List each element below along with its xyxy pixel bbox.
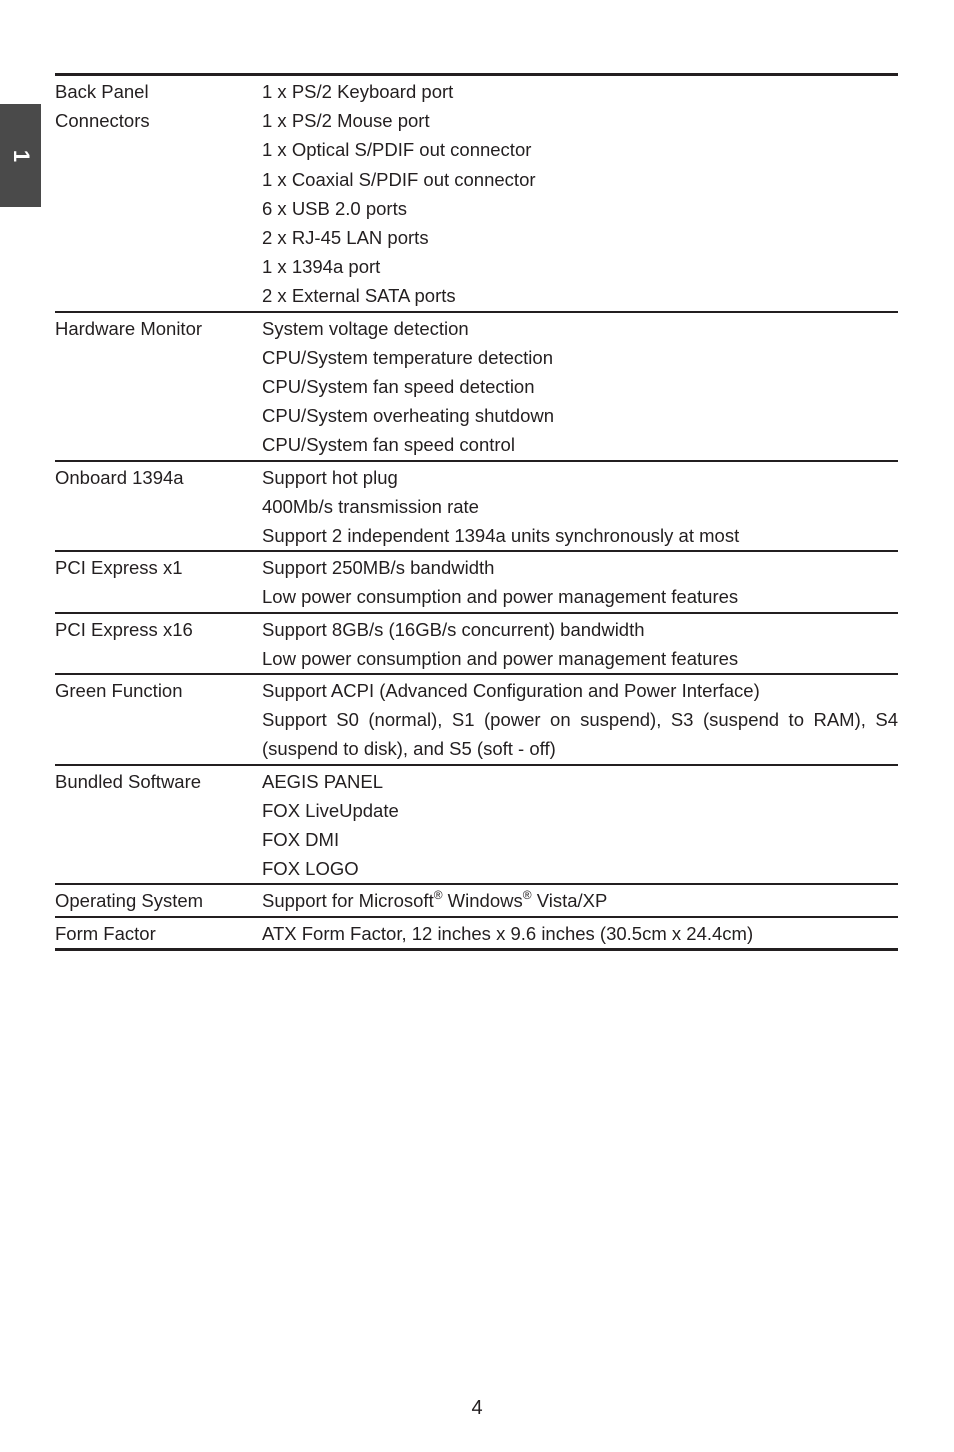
spec-row bbox=[55, 612, 898, 673]
spec-value-line: 1 x PS/2 Keyboard port bbox=[262, 81, 454, 102]
spec-value-line: Support 250MB/s bandwidth bbox=[262, 557, 495, 579]
spec-value-line: CPU/System fan speed control bbox=[262, 434, 515, 456]
spec-value-line: Support 2 independent 1394a units synchronously at most bbox=[262, 525, 740, 547]
spec-label bbox=[55, 462, 262, 551]
spec-label bbox=[55, 766, 262, 884]
spec-value-text: Windows bbox=[442, 890, 523, 912]
spec-value-line: CPU/System temperature detection bbox=[262, 346, 553, 368]
spec-value-line: CPU/System fan speed detection bbox=[262, 376, 535, 398]
spec-value-line: Low power consumption and power management features bbox=[262, 586, 739, 608]
specifications-table bbox=[55, 73, 898, 951]
page-number: 4 bbox=[471, 1397, 483, 1419]
spec-label-line: PCI Express x16 bbox=[55, 618, 193, 640]
spec-label-line: Operating System bbox=[55, 890, 204, 912]
spec-value-line: CPU/System overheating shutdown bbox=[262, 405, 555, 427]
spec-value-line: Support S0 (normal), S1 (power on suspend), S3 (suspend to RAM), S4 (suspend to disk), and S5 (soft - off) bbox=[262, 709, 898, 760]
spec-label bbox=[55, 675, 262, 764]
spec-value-line: 400Mb/s transmission rate bbox=[262, 495, 479, 517]
spec-values bbox=[262, 76, 898, 311]
spec-row bbox=[55, 883, 898, 915]
spec-label-line: Onboard 1394a bbox=[55, 466, 184, 488]
spec-label bbox=[55, 885, 262, 915]
spec-value-line: 1 x Coaxial S/PDIF out connector bbox=[262, 168, 536, 190]
spec-label bbox=[55, 76, 262, 311]
spec-label-line: Connectors bbox=[55, 110, 150, 132]
chapter-tab bbox=[0, 104, 41, 207]
spec-row bbox=[55, 460, 898, 551]
spec-value-line: FOX LiveUpdate bbox=[262, 799, 399, 821]
spec-value-line: AEGIS PANEL bbox=[262, 770, 383, 792]
spec-label-line: Green Function bbox=[55, 680, 183, 702]
spec-label-line: PCI Express x1 bbox=[55, 557, 183, 579]
spec-value-line: ATX Form Factor, 12 inches x 9.6 inches (30.5cm x 24.4cm) bbox=[262, 922, 754, 944]
spec-values bbox=[262, 313, 898, 460]
spec-label-line: Form Factor bbox=[55, 922, 156, 944]
registered-mark: ® bbox=[433, 888, 443, 903]
spec-values bbox=[262, 918, 898, 948]
spec-value-line: 1 x PS/2 Mouse port bbox=[262, 110, 430, 132]
spec-values bbox=[262, 766, 898, 884]
spec-label-line: Back Panel bbox=[55, 81, 149, 102]
spec-value-line: 1 x 1394a port bbox=[262, 256, 381, 278]
spec-label-line: Bundled Software bbox=[55, 770, 202, 792]
spec-value-line: Support hot plug bbox=[262, 466, 398, 488]
spec-row bbox=[55, 76, 898, 311]
spec-label-line: Hardware Monitor bbox=[55, 317, 203, 339]
spec-label bbox=[55, 313, 262, 460]
spec-value-line bbox=[262, 886, 898, 915]
spec-values bbox=[262, 462, 898, 551]
spec-label bbox=[55, 918, 262, 948]
spec-value-line: 2 x RJ-45 LAN ports bbox=[262, 227, 429, 249]
spec-value-line: Support ACPI (Advanced Configuration and Power Interface) bbox=[262, 680, 760, 702]
spec-value-text: Support for Microsoft bbox=[262, 890, 434, 912]
spec-row bbox=[55, 764, 898, 884]
spec-value-line: Low power consumption and power management features bbox=[262, 647, 739, 669]
spec-value-line: FOX DMI bbox=[262, 829, 340, 851]
spec-value-line: 1 x Optical S/PDIF out connector bbox=[262, 139, 532, 161]
spec-value-line: 2 x External SATA ports bbox=[262, 285, 456, 307]
spec-values bbox=[262, 885, 898, 915]
spec-values bbox=[262, 552, 898, 611]
spec-value-text: Vista/XP bbox=[531, 890, 608, 912]
spec-value-line: FOX LOGO bbox=[262, 858, 359, 880]
spec-row bbox=[55, 550, 898, 611]
spec-row bbox=[55, 916, 898, 948]
spec-label bbox=[55, 552, 262, 611]
spec-row bbox=[55, 311, 898, 460]
spec-row bbox=[55, 673, 898, 764]
spec-values bbox=[262, 675, 898, 764]
spec-value-line: System voltage detection bbox=[262, 317, 469, 339]
spec-value-line: Support 8GB/s (16GB/s concurrent) bandwidth bbox=[262, 618, 645, 640]
spec-value-line: 6 x USB 2.0 ports bbox=[262, 197, 407, 219]
chapter-number: 1 bbox=[8, 149, 34, 162]
registered-mark: ® bbox=[522, 888, 532, 903]
spec-values bbox=[262, 614, 898, 673]
spec-label bbox=[55, 614, 262, 673]
